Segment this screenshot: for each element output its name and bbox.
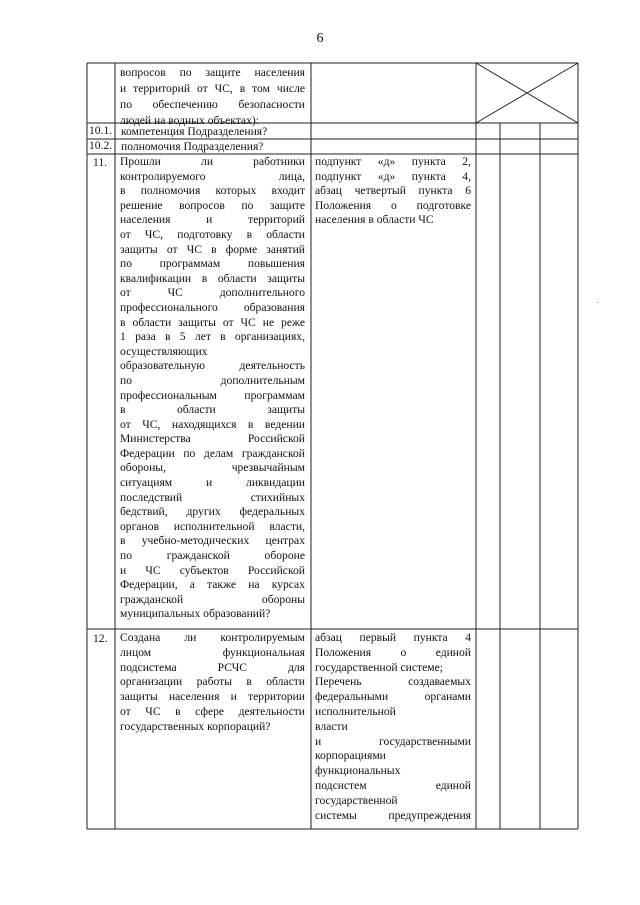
text-line: федеральными органами [315, 690, 471, 704]
text-line: в учебно-методических центрах [120, 534, 305, 548]
text-line: осуществляющих [120, 344, 208, 358]
text-line: профессионального образования [120, 300, 305, 314]
text-line: Положения о подготовке [315, 198, 471, 212]
text-line: в области защиты [120, 403, 305, 417]
text-line: защиты от ЧС в форме занятий [120, 242, 305, 256]
text-line: власти [315, 719, 348, 733]
text-line: организации работы в области [120, 675, 305, 689]
text-line: и государственными [315, 734, 471, 748]
page-number: 6 [316, 31, 324, 46]
row-11-question [120, 155, 305, 622]
row-12-reference [315, 631, 471, 823]
text-line: подпункт «д» пункта 4, [315, 169, 471, 183]
text-line: по гражданской обороне [120, 549, 305, 563]
text-line: Положения о единой [315, 645, 471, 659]
text-line: населения и территорий [120, 213, 305, 227]
text-line: людей на водных объектах): [120, 114, 259, 127]
text-line: Министерства Российской [120, 432, 305, 446]
text-line: ситуациям и ликвидации [120, 476, 305, 490]
text-line: обороны, чрезвычайным [120, 461, 305, 475]
text-line: по программам повышения [120, 257, 305, 271]
text-line: подсистем единой [315, 778, 471, 792]
row-11-reference [315, 155, 471, 228]
text-line: решение вопросов по защите [120, 198, 305, 212]
row-12-question [120, 631, 305, 735]
text-line: органов исполнительной власти, [120, 519, 305, 533]
text-line: государственных корпораций? [120, 719, 271, 733]
row-10-1-number: 10.1. [89, 124, 113, 137]
text-line: в области защиты от ЧС не реже [120, 315, 305, 329]
text-line: вопросов по защите населения [120, 66, 305, 79]
text-line: подпункт «д» пункта 2, [315, 155, 471, 168]
text-line: профессиональным программам [120, 388, 305, 402]
text-line: Перечень создаваемых [315, 675, 471, 689]
text-line: бедствий, других федеральных [120, 505, 305, 519]
row-12-number: 12. [93, 632, 108, 645]
text-line: подсистема РСЧС для [120, 660, 305, 674]
text-line: от ЧС, находящихся в ведении [120, 417, 305, 431]
text-line: в полномочия которых входит [120, 184, 305, 198]
text-line: последствий стихийных [120, 490, 305, 504]
row-10-2-number: 10.2. [89, 139, 113, 152]
text-line: муниципальных образований? [120, 607, 271, 621]
text-line: по обеспечению безопасности [120, 98, 305, 111]
text-line: от ЧС в сфере деятельности [120, 704, 305, 718]
text-line: населения в области ЧС [315, 213, 434, 227]
text-line: абзац первый пункта 4 [315, 631, 471, 644]
row-11-number: 11. [93, 156, 108, 169]
text-line: по дополнительным [120, 373, 305, 387]
row-10-1-question: компетенция Подразделения? [121, 125, 268, 138]
text-line: защиты населения и территории [120, 690, 305, 704]
text-line: 1 раза в 5 лет в организациях, [120, 330, 305, 344]
text-line: Прошли ли работники [120, 155, 305, 168]
text-line: исполнительной [315, 704, 396, 718]
row-cont-question [120, 65, 305, 129]
text-line: контролируемого лица, [120, 169, 305, 183]
text-line: системы предупреждения [315, 808, 471, 822]
text-line: Федерации, а также на курсах [120, 578, 305, 592]
text-line: образовательную деятельность [120, 359, 305, 373]
text-line: функциональных [315, 764, 401, 778]
text-line: лицом функциональная [120, 645, 305, 659]
text-line: Федерации по делам гражданской [120, 446, 305, 460]
row-10-2-question: полномочия Подразделения? [121, 140, 264, 153]
text-line: и ЧС субъектов Российской [120, 563, 305, 577]
text-line: государственной [315, 793, 398, 807]
text-line: корпорациями [315, 749, 386, 763]
text-line: гражданской обороны [120, 592, 305, 606]
text-line: квалификации в области защиты [120, 271, 305, 285]
text-line: Создана ли контролируемым [120, 631, 305, 644]
text-line: от ЧС, подготовку в области [120, 227, 305, 241]
text-line: и территорий от ЧС, в том числе [120, 82, 305, 95]
text-line: государственной системе; [315, 660, 443, 674]
text-line: от ЧС дополнительного [120, 286, 305, 300]
text-line: абзац четвертый пункта 6 [315, 184, 471, 198]
